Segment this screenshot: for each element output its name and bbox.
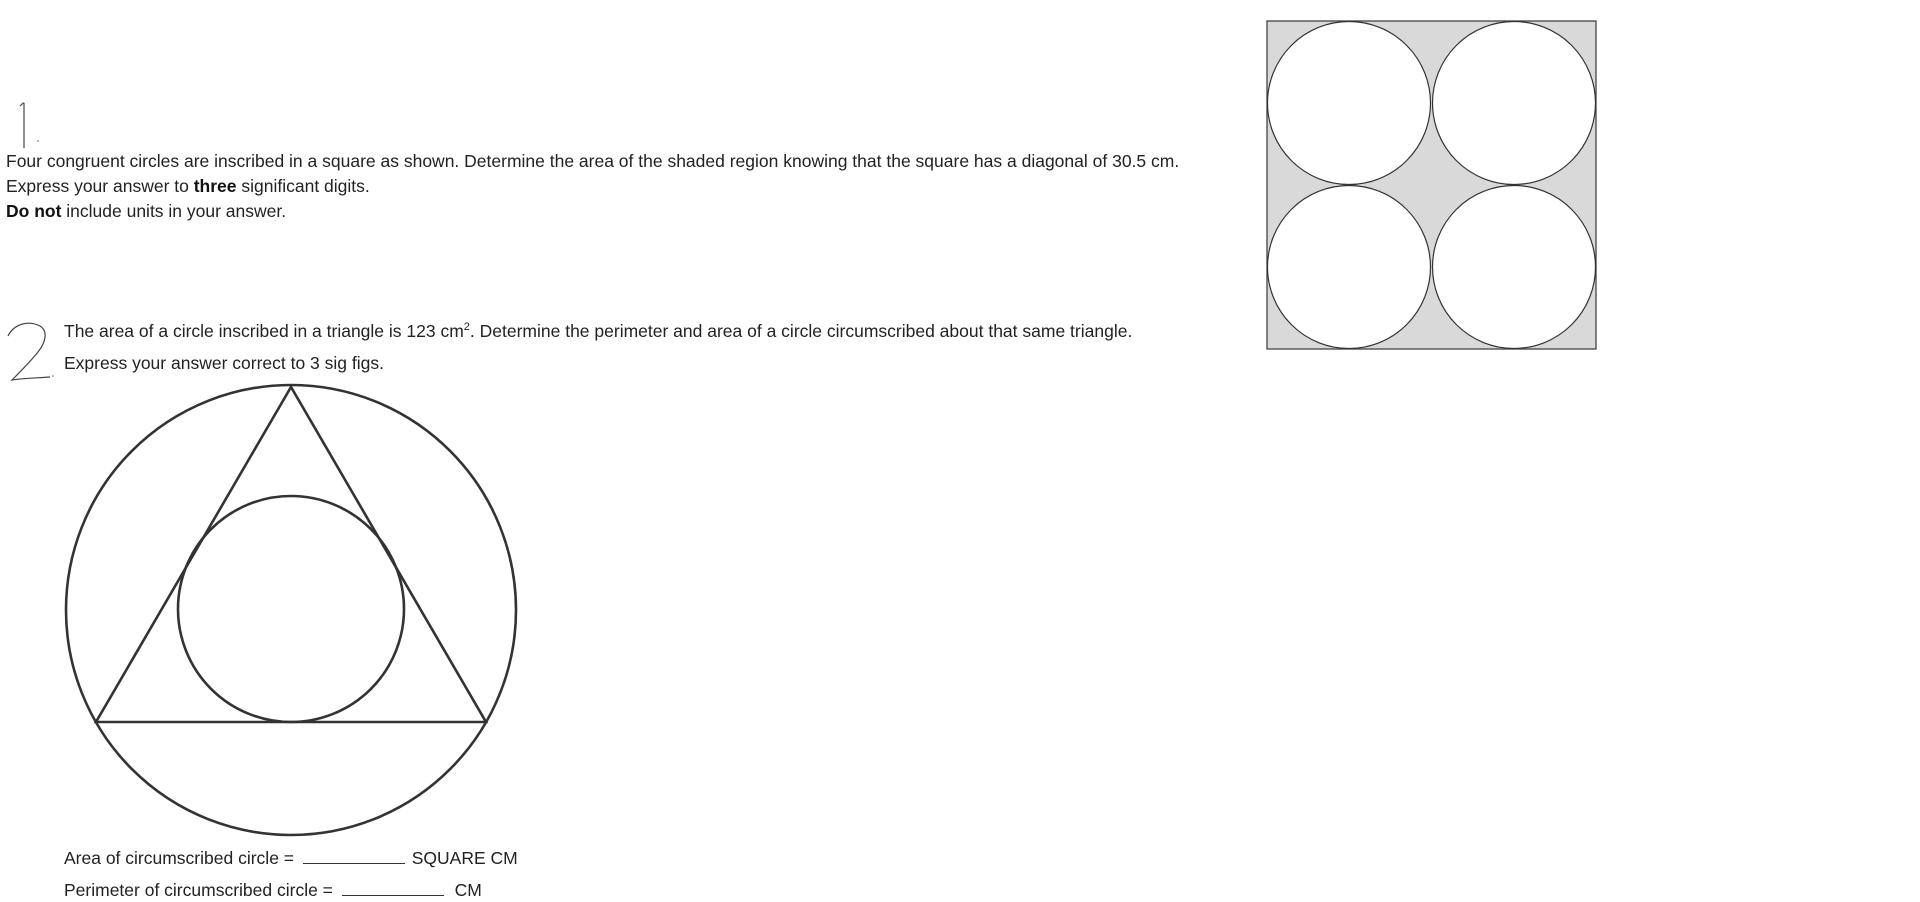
question1-line3-bold: Do not — [6, 201, 62, 221]
circle-bottom-left — [1268, 186, 1431, 349]
question1-line3 — [6, 199, 286, 223]
question1-line1: Four congruent circles are inscribed in a square as shown. Determine the area of the shaded region knowing that the square has a diagonal of 30.5 cm. — [6, 151, 1180, 171]
question2-line1-pre: The area of a circle inscribed in a triangle is 123 cm — [64, 321, 464, 341]
question1-line2 — [6, 174, 370, 198]
area-unit: SQUARE CM — [411, 848, 518, 868]
handwritten-number-1 — [14, 98, 44, 154]
inscribed-circle — [178, 496, 404, 722]
question1-line2-pre: Express your answer to — [6, 176, 194, 196]
question1-line3-post: include units in your answer. — [61, 201, 287, 221]
perimeter-answer-row — [64, 877, 482, 902]
circle-top-right — [1433, 22, 1596, 185]
area-label: Area of circumscribed circle = — [64, 848, 299, 868]
circumscribed-circle-triangle-figure — [60, 382, 525, 840]
circumscribed-circle — [66, 385, 516, 835]
four-circles-square-figure — [1266, 20, 1598, 351]
triangle — [96, 387, 486, 722]
question2-line1-superscript: 2 — [463, 321, 470, 333]
perimeter-answer-input[interactable] — [342, 877, 444, 896]
area-answer-row — [64, 845, 518, 870]
area-answer-input[interactable] — [303, 845, 405, 864]
circle-top-left — [1268, 22, 1431, 185]
perimeter-unit: CM — [454, 880, 482, 900]
circle-bottom-right — [1433, 186, 1596, 349]
perimeter-label: Perimeter of circumscribed circle = — [64, 880, 338, 900]
handwritten-number-2 — [2, 318, 58, 384]
question2-line1 — [64, 319, 1132, 343]
question1-line2-post: significant digits. — [236, 176, 370, 196]
question2-line2: Express your answer correct to 3 sig figs. — [64, 353, 384, 373]
question1-line2-bold: three — [193, 176, 237, 196]
question2-line1-post: . Determine the perimeter and area of a circle circumscribed about that same triangle. — [469, 321, 1133, 341]
